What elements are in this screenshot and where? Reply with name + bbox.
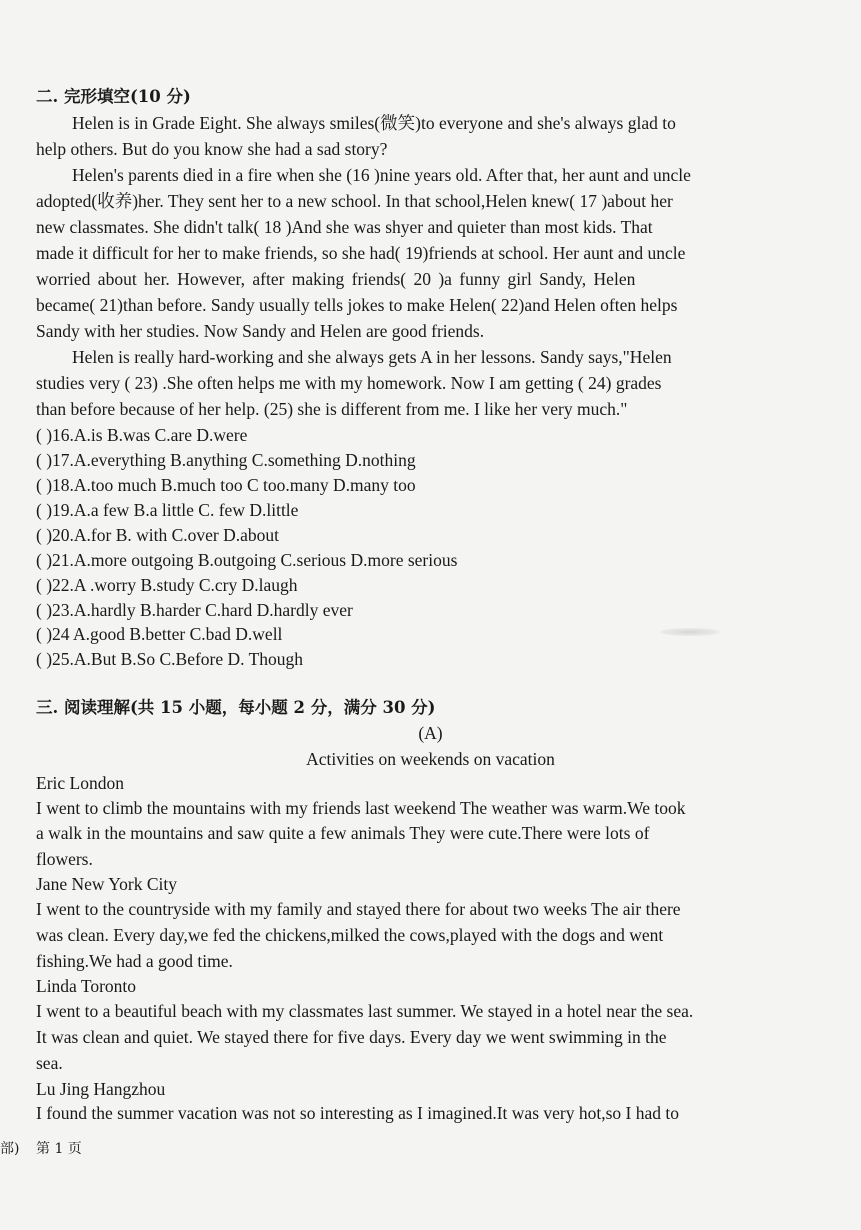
entry-name-eric: Eric London	[36, 773, 124, 793]
entry-eric-line-1: I went to climb the mountains with my friends last weekend The weather was warm.We took	[36, 798, 686, 818]
option-16: ( )16.A.is B.was C.are D.were	[36, 425, 248, 445]
entry-linda-line-3: sea.	[36, 1053, 63, 1073]
p3-line-3: than before because of her help. (25) she is different from me. I like her very much."	[36, 399, 628, 419]
p2-line-3: new classmates. She didn't talk( 18 )And she was shyer and quieter than most kids. That	[36, 217, 653, 237]
option-22: ( )22.A .worry B.study C.cry D.laugh	[36, 575, 298, 595]
entry-eric-line-2: a walk in the mountains and saw quite a few animals They were cute.There were lots of	[36, 823, 650, 843]
entry-lujing-line-1: I found the summer vacation was not so interesting as I imagined.It was very hot,so I had to	[36, 1103, 679, 1123]
page-number: 第 1 页	[36, 1141, 82, 1157]
entry-jane-line-1: I went to the countryside with my family and stayed there for about two weeks The air there	[36, 899, 681, 919]
p2-line-7: Sandy with her studies. Now Sandy and Helen are good friends.	[36, 321, 485, 341]
p1-line-1: Helen is in Grade Eight. She always smiles(微笑)to everyone and she's always glad to	[72, 113, 676, 133]
p2-line-6: became( 21)than before. Sandy usually tells jokes to make Helen( 22)and Helen often helps	[36, 295, 678, 315]
entry-linda-line-1: I went to a beautiful beach with my classmates last summer. We stayed in a hotel near the sea.	[36, 1001, 694, 1021]
p2-line-5: worried about her. However, after making friends( 20 )a funny girl Sandy, Helen	[36, 269, 636, 289]
entry-jane-line-2: was clean. Every day,we fed the chickens,milked the cows,played with the dogs and went	[36, 925, 664, 945]
section3-part-label: (A)	[418, 723, 443, 743]
section3-title: Activities on weekends on vacation	[306, 749, 555, 769]
option-19: ( )19.A.a few B.a little C. few D.little	[36, 500, 299, 520]
entry-eric-line-3: flowers.	[36, 849, 93, 869]
p1-line-2: help others. But do you know she had a sad story?	[36, 139, 388, 159]
margin-mark: 部)	[0, 1141, 20, 1157]
section3-heading: 三. 阅读理解(共 15 小题，每小题 2 分，满分 30 分)	[36, 698, 436, 717]
p3-line-2: studies very ( 23) .She often helps me with my homework. Now I am getting ( 24) grades	[36, 373, 662, 393]
option-20: ( )20.A.for B. with C.over D.about	[36, 525, 280, 545]
section2-heading: 二. 完形填空(10 分)	[36, 87, 191, 106]
option-18: ( )18.A.too much B.much too C too.many D.many too	[36, 475, 416, 495]
option-23: ( )23.A.hardly B.harder C.hard D.hardly ever	[36, 600, 353, 620]
entry-jane-line-3: fishing.We had a good time.	[36, 951, 233, 971]
p2-line-4: made it difficult for her to make friends, so she had( 19)friends at school. Her aunt and uncle	[36, 243, 686, 263]
option-21: ( )21.A.more outgoing B.outgoing C.serious D.more serious	[36, 550, 458, 570]
p3-line-1: Helen is really hard-working and she always gets A in her lessons. Sandy says,"Helen	[72, 347, 672, 367]
entry-name-linda: Linda Toronto	[36, 976, 137, 996]
option-25: ( )25.A.But B.So C.Before D. Though	[36, 649, 304, 669]
entry-linda-line-2: It was clean and quiet. We stayed there for five days. Every day we went swimming in the	[36, 1027, 667, 1047]
scan-smudge	[660, 628, 720, 636]
p2-line-2: adopted(收养)her. They sent her to a new school. In that school,Helen knew( 17 )about her	[36, 191, 673, 211]
p2-line-1: Helen's parents died in a fire when she (16 )nine years old. After that, her aunt and uncle	[72, 165, 691, 185]
entry-name-jane: Jane New York City	[36, 874, 177, 894]
option-24: ( )24 A.good B.better C.bad D.well	[36, 624, 283, 644]
option-17: ( )17.A.everything B.anything C.something D.nothing	[36, 450, 416, 470]
entry-name-lujing: Lu Jing Hangzhou	[36, 1079, 166, 1099]
